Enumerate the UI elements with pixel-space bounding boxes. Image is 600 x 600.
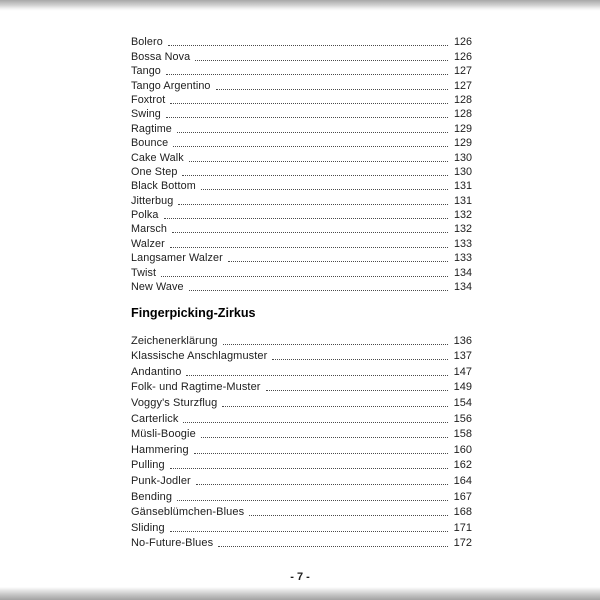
toc-entry-page: 158 [453, 428, 472, 441]
dotted-leader [201, 437, 448, 438]
toc-section [131, 306, 472, 549]
toc-entry [131, 425, 472, 441]
toc-section [131, 34, 472, 293]
dotted-leader [177, 132, 448, 133]
dotted-leader [201, 189, 448, 190]
toc-entry-title: Cake Walk [131, 151, 184, 164]
toc-entry-title: Foxtrot [131, 93, 166, 106]
toc-entry-page: 171 [453, 521, 472, 534]
toc-entry [131, 235, 472, 249]
dotted-leader [170, 247, 448, 248]
toc-entry-title: Bossa Nova [131, 50, 191, 63]
scan-edge-top [0, 0, 600, 11]
toc-entry [131, 207, 472, 221]
toc-entry-page: 162 [453, 459, 472, 472]
toc-entry-page: 137 [453, 350, 472, 363]
toc-entry [131, 440, 472, 456]
toc-entry-page: 147 [453, 365, 472, 378]
dotted-leader [183, 422, 447, 423]
toc-entry-title: Polka [131, 209, 159, 222]
toc-entry [131, 409, 472, 425]
toc-entry-page: 130 [453, 151, 472, 164]
toc-entry-page: 167 [453, 490, 472, 503]
dotted-leader [266, 390, 448, 391]
dotted-leader [178, 204, 448, 205]
toc-entry-title: Punk-Jodler [131, 474, 191, 487]
toc-entry-title: Black Bottom [131, 180, 196, 193]
toc-entry-page: 164 [453, 474, 472, 487]
toc-entry-title: Jitterbug [131, 194, 174, 207]
dotted-leader [164, 218, 448, 219]
toc-entry [131, 63, 472, 77]
scan-edge-bottom [0, 587, 600, 600]
toc-entry-title: Swing [131, 108, 161, 121]
dotted-leader [194, 453, 448, 454]
dotted-leader [189, 290, 448, 291]
toc-entry [131, 393, 472, 409]
dotted-leader [177, 500, 448, 501]
toc-entry-page: 134 [453, 281, 472, 294]
toc-entry-page: 132 [453, 209, 472, 222]
toc-entry [131, 164, 472, 178]
toc-entry [131, 77, 472, 91]
toc-entry [131, 331, 472, 347]
toc-entry-page: 149 [453, 381, 472, 394]
toc-entry-page: 130 [453, 165, 472, 178]
dotted-leader [223, 344, 448, 345]
toc-entry-title: Twist [131, 266, 157, 279]
toc-entry [131, 106, 472, 120]
toc-entry-page: 132 [453, 223, 472, 236]
dotted-leader [182, 175, 448, 176]
toc-entry-page: 126 [453, 50, 472, 63]
toc-entry-title: Sliding [131, 521, 165, 534]
toc-entry-page: 129 [453, 122, 472, 135]
dotted-leader [222, 406, 447, 407]
toc-entry-page: 160 [453, 443, 472, 456]
toc-entry [131, 120, 472, 134]
toc-entry [131, 347, 472, 363]
toc-rows [131, 331, 472, 549]
toc-entry-title: Langsamer Walzer [131, 252, 223, 265]
toc-entry-title: Pulling [131, 459, 165, 472]
toc-entry [131, 456, 472, 472]
toc-entry-title: Tango [131, 65, 161, 78]
dotted-leader [228, 261, 448, 262]
dotted-leader [216, 89, 448, 90]
dotted-leader [168, 45, 448, 46]
toc-entry [131, 192, 472, 206]
dotted-leader [218, 546, 447, 547]
toc-entry [131, 279, 472, 293]
dotted-leader [172, 232, 448, 233]
dotted-leader [170, 531, 448, 532]
toc-entry-page: 172 [453, 537, 472, 550]
toc-entry [131, 378, 472, 394]
dotted-leader [189, 161, 448, 162]
toc-entry [131, 264, 472, 278]
toc-entry-title: Hammering [131, 443, 189, 456]
toc-entry-title: Carterlick [131, 412, 179, 425]
toc-entry [131, 471, 472, 487]
toc-entry-page: 131 [453, 194, 472, 207]
toc-entry-page: 128 [453, 93, 472, 106]
toc-content [131, 34, 472, 549]
toc-entry-title: New Wave [131, 281, 184, 294]
dotted-leader [249, 515, 447, 516]
dotted-leader [170, 103, 448, 104]
toc-entry-title: Bending [131, 490, 173, 503]
toc-entry-title: Folk- und Ragtime-Muster [131, 381, 261, 394]
toc-entry-title: Bounce [131, 137, 169, 150]
toc-entry-title: No-Future-Blues [131, 537, 214, 550]
toc-entry [131, 503, 472, 519]
toc-entry-page: 154 [453, 397, 472, 409]
toc-entry-title: One Step [131, 165, 178, 178]
toc-entry-page: 136 [453, 334, 472, 347]
dotted-leader [170, 468, 448, 469]
toc-entry-title: Marsch [131, 223, 167, 236]
dotted-leader [272, 359, 447, 360]
toc-entry [131, 34, 472, 48]
toc-entry-title: Gänseblümchen-Blues [131, 506, 245, 519]
toc-entry [131, 149, 472, 163]
toc-entry-title: Bolero [131, 36, 163, 49]
toc-entry-title: Andantino [131, 365, 182, 378]
toc-entry [131, 487, 472, 503]
dotted-leader [161, 276, 448, 277]
page-number: - 7 - [290, 571, 310, 583]
toc-entry [131, 518, 472, 534]
toc-entry-page: 156 [453, 412, 472, 425]
toc-entry-page: 168 [453, 506, 472, 519]
toc-entry-page: 131 [453, 180, 472, 193]
dotted-leader [166, 74, 448, 75]
dotted-leader [195, 60, 448, 61]
toc-entry [131, 250, 472, 264]
section-heading: Fingerpicking-Zirkus [131, 306, 256, 321]
toc-entry-page: 133 [453, 252, 472, 265]
dotted-leader [186, 375, 447, 376]
toc-entry-page: 127 [453, 65, 472, 78]
toc-entry-page: 133 [453, 237, 472, 250]
toc-entry [131, 48, 472, 62]
toc-entry-page: 126 [453, 36, 472, 49]
dotted-leader [173, 146, 448, 147]
toc-entry [131, 221, 472, 235]
toc-entry-title: Tango Argentino [131, 79, 211, 92]
toc-entry-title: Klassische Anschlagmuster [131, 350, 268, 363]
dotted-leader [196, 484, 448, 485]
toc-entry-page: 127 [453, 79, 472, 92]
toc-entry-title: Ragtime [131, 122, 172, 135]
toc-entry [131, 135, 472, 149]
toc-entry-title: Walzer [131, 237, 165, 250]
dotted-leader [166, 117, 448, 118]
toc-entry-title: Voggy's Sturzflug [131, 397, 218, 409]
toc-entry-page: 128 [453, 108, 472, 121]
toc-entry [131, 534, 472, 550]
toc-entry-page: 134 [453, 266, 472, 279]
toc-entry-page: 129 [453, 137, 472, 150]
toc-entry [131, 92, 472, 106]
toc-rows [131, 34, 472, 293]
toc-entry [131, 178, 472, 192]
toc-entry-title: Zeichenerklärung [131, 334, 218, 347]
toc-entry [131, 362, 472, 378]
page-footer [0, 571, 600, 583]
toc-entry-title: Müsli-Boogie [131, 428, 196, 441]
